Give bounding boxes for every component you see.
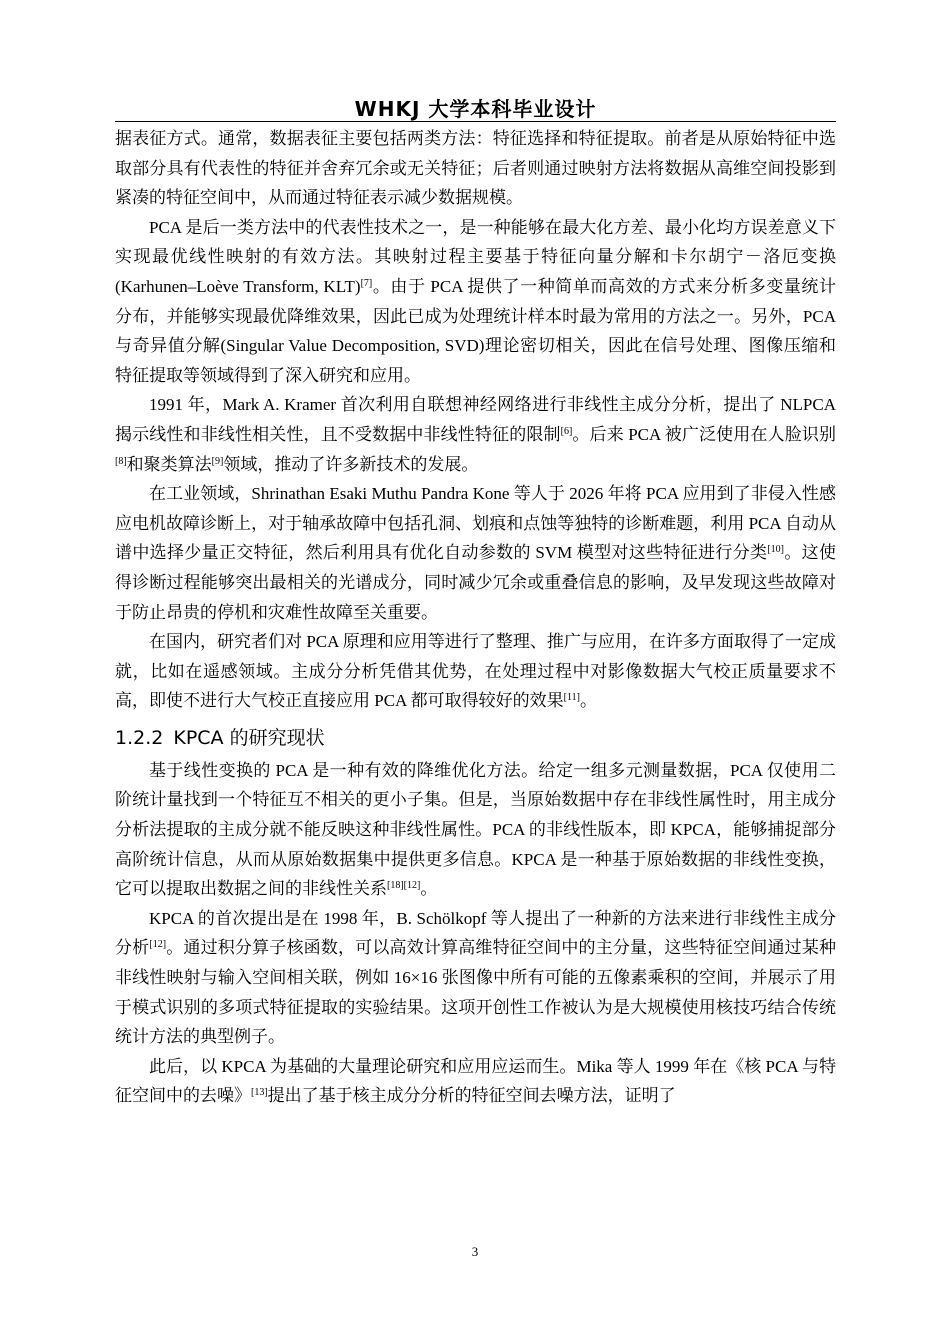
citation: [8] — [115, 455, 127, 467]
paragraph-2: PCA 是后一类方法中的代表性技术之一，是一种能够在最大化方差、最小化均方误差意义下实现最优线性映射的有效方法。其映射过程主要基于特征向量分解和卡尔胡宁－洛厄变换(Karhunen–Loève Transform, KLT)[7]。由于 PCA 提供了一种简单而高效的方式来分析多变量统计分布，并能够实现最优降维效果，因此已成为处理统计样本时最为常用的方法之一。另外，PCA 与奇异值分解(Singular Value Decomposition, SVD)理论密切相关，因此在信号处理、图像压缩和特征提取等领域得到了深入研究和应用。 — [115, 217, 836, 385]
citation: [10] — [767, 544, 785, 556]
citation: [9] — [211, 455, 224, 467]
paragraph-6: 基于线性变换的 PCA 是一种有效的降维优化方法。给定一组多元测量数据，PCA 仅使用二阶统计量找到一个特征互不相关的更小子集。但是，当原始数据中存在非线性属性时，用主成分分析法提取的主成分就不能反映这种非线性属性。PCA 的非线性版本，即 KPCA，能够捕捉部分高阶统计信息，从而从原始数据集中提供更多信息。KPCA 是一种基于原始数据的非线性变换，它可以提取出数据之间的非线性关系[18][12]。 — [115, 760, 836, 899]
citation: [13] — [251, 1087, 268, 1099]
header-rule — [115, 121, 836, 122]
page-number: 3 — [471, 1244, 479, 1259]
section-number: 1.2.2 — [115, 726, 164, 749]
citation: [11] — [563, 692, 580, 704]
paragraph-1: 据表征方式。通常，数据表征主要包括两类方法：特征选择和特征提取。前者是从原始特征中选取部分具有代表性的特征并舍弃冗余或无关特征；后者则通过映射方法将数据从高维空间投影到紧凑的特征空间中，从而通过特征表示减少数据规模。 — [115, 129, 836, 208]
citation: [7] — [360, 277, 373, 289]
body-text — [115, 124, 836, 1111]
paragraph-7: KPCA 的首次提出是在 1998 年，B. Schölkopf 等人提出了一种新的方法来进行非线性主成分分析[12]。通过积分算子核函数，可以高效计算高维特征空间中的主分量，这些特征空间通过某种非线性映射与输入空间相关联，例如 16×16 张图像中所有可能的五像素乘积的空间，并展示了用于模式识别的多项式特征提取的实验结果。这项开创性工作被认为是大规模使用核技巧结合传统统计方法的典型例子。 — [115, 908, 837, 1047]
paragraph-3: 1991 年，Mark A. Kramer 首次利用自联想神经网络进行非线性主成分分析，提出了 NLPCA 揭示线性和非线性相关性，且不受数据中非线性特征的限制[6]。后来 PCA 被广泛使用在人脸识别[8]和聚类算法[9]领域，推动了许多新技术的发展。 — [115, 395, 836, 474]
citation: [6] — [560, 425, 573, 437]
page-header: WHKJ 大学本科毕业设计 — [354, 97, 597, 121]
paragraph-5: 在国内，研究者们对 PCA 原理和应用等进行了整理、推广与应用，在许多方面取得了一定成就，比如在遥感领域。主成分分析凭借其优势，在处理过程中对影像数据大气校正质量要求不高，即使不进行大气校正直接应用 PCA 都可取得较好的效果[11]。 — [115, 632, 836, 711]
citation: [12] — [149, 939, 167, 951]
paragraph-8: 此后，以 KPCA 为基础的大量理论研究和应用应运而生。Mika 等人 1999 年在《核 PCA 与特征空间中的去噪》[13]提出了基于核主成分分析的特征空间去噪方法，证明了 — [115, 1056, 836, 1106]
citation: [18][12] — [387, 880, 421, 892]
section-heading — [115, 720, 836, 756]
section-title: KPCA 的研究现状 — [173, 726, 325, 749]
paragraph-4: 在工业领域，Shrinathan Esaki Muthu Pandra Kone 等人于 2026 年将 PCA 应用到了非侵入性感应电机故障诊断上，对于轴承故障中包括孔洞、划痕和点蚀等独特的诊断难题，利用 PCA 自动从谱中选择少量正交特征，然后利用具有优化自动参数的 SVM 模型对这些特征进行分类[10]。这使得诊断过程能够突出最相关的光谱成分，同时减少冗余或重叠信息的影响，及早发现这些故障对于防止昂贵的停机和灾难性故障至关重要。 — [115, 484, 836, 622]
